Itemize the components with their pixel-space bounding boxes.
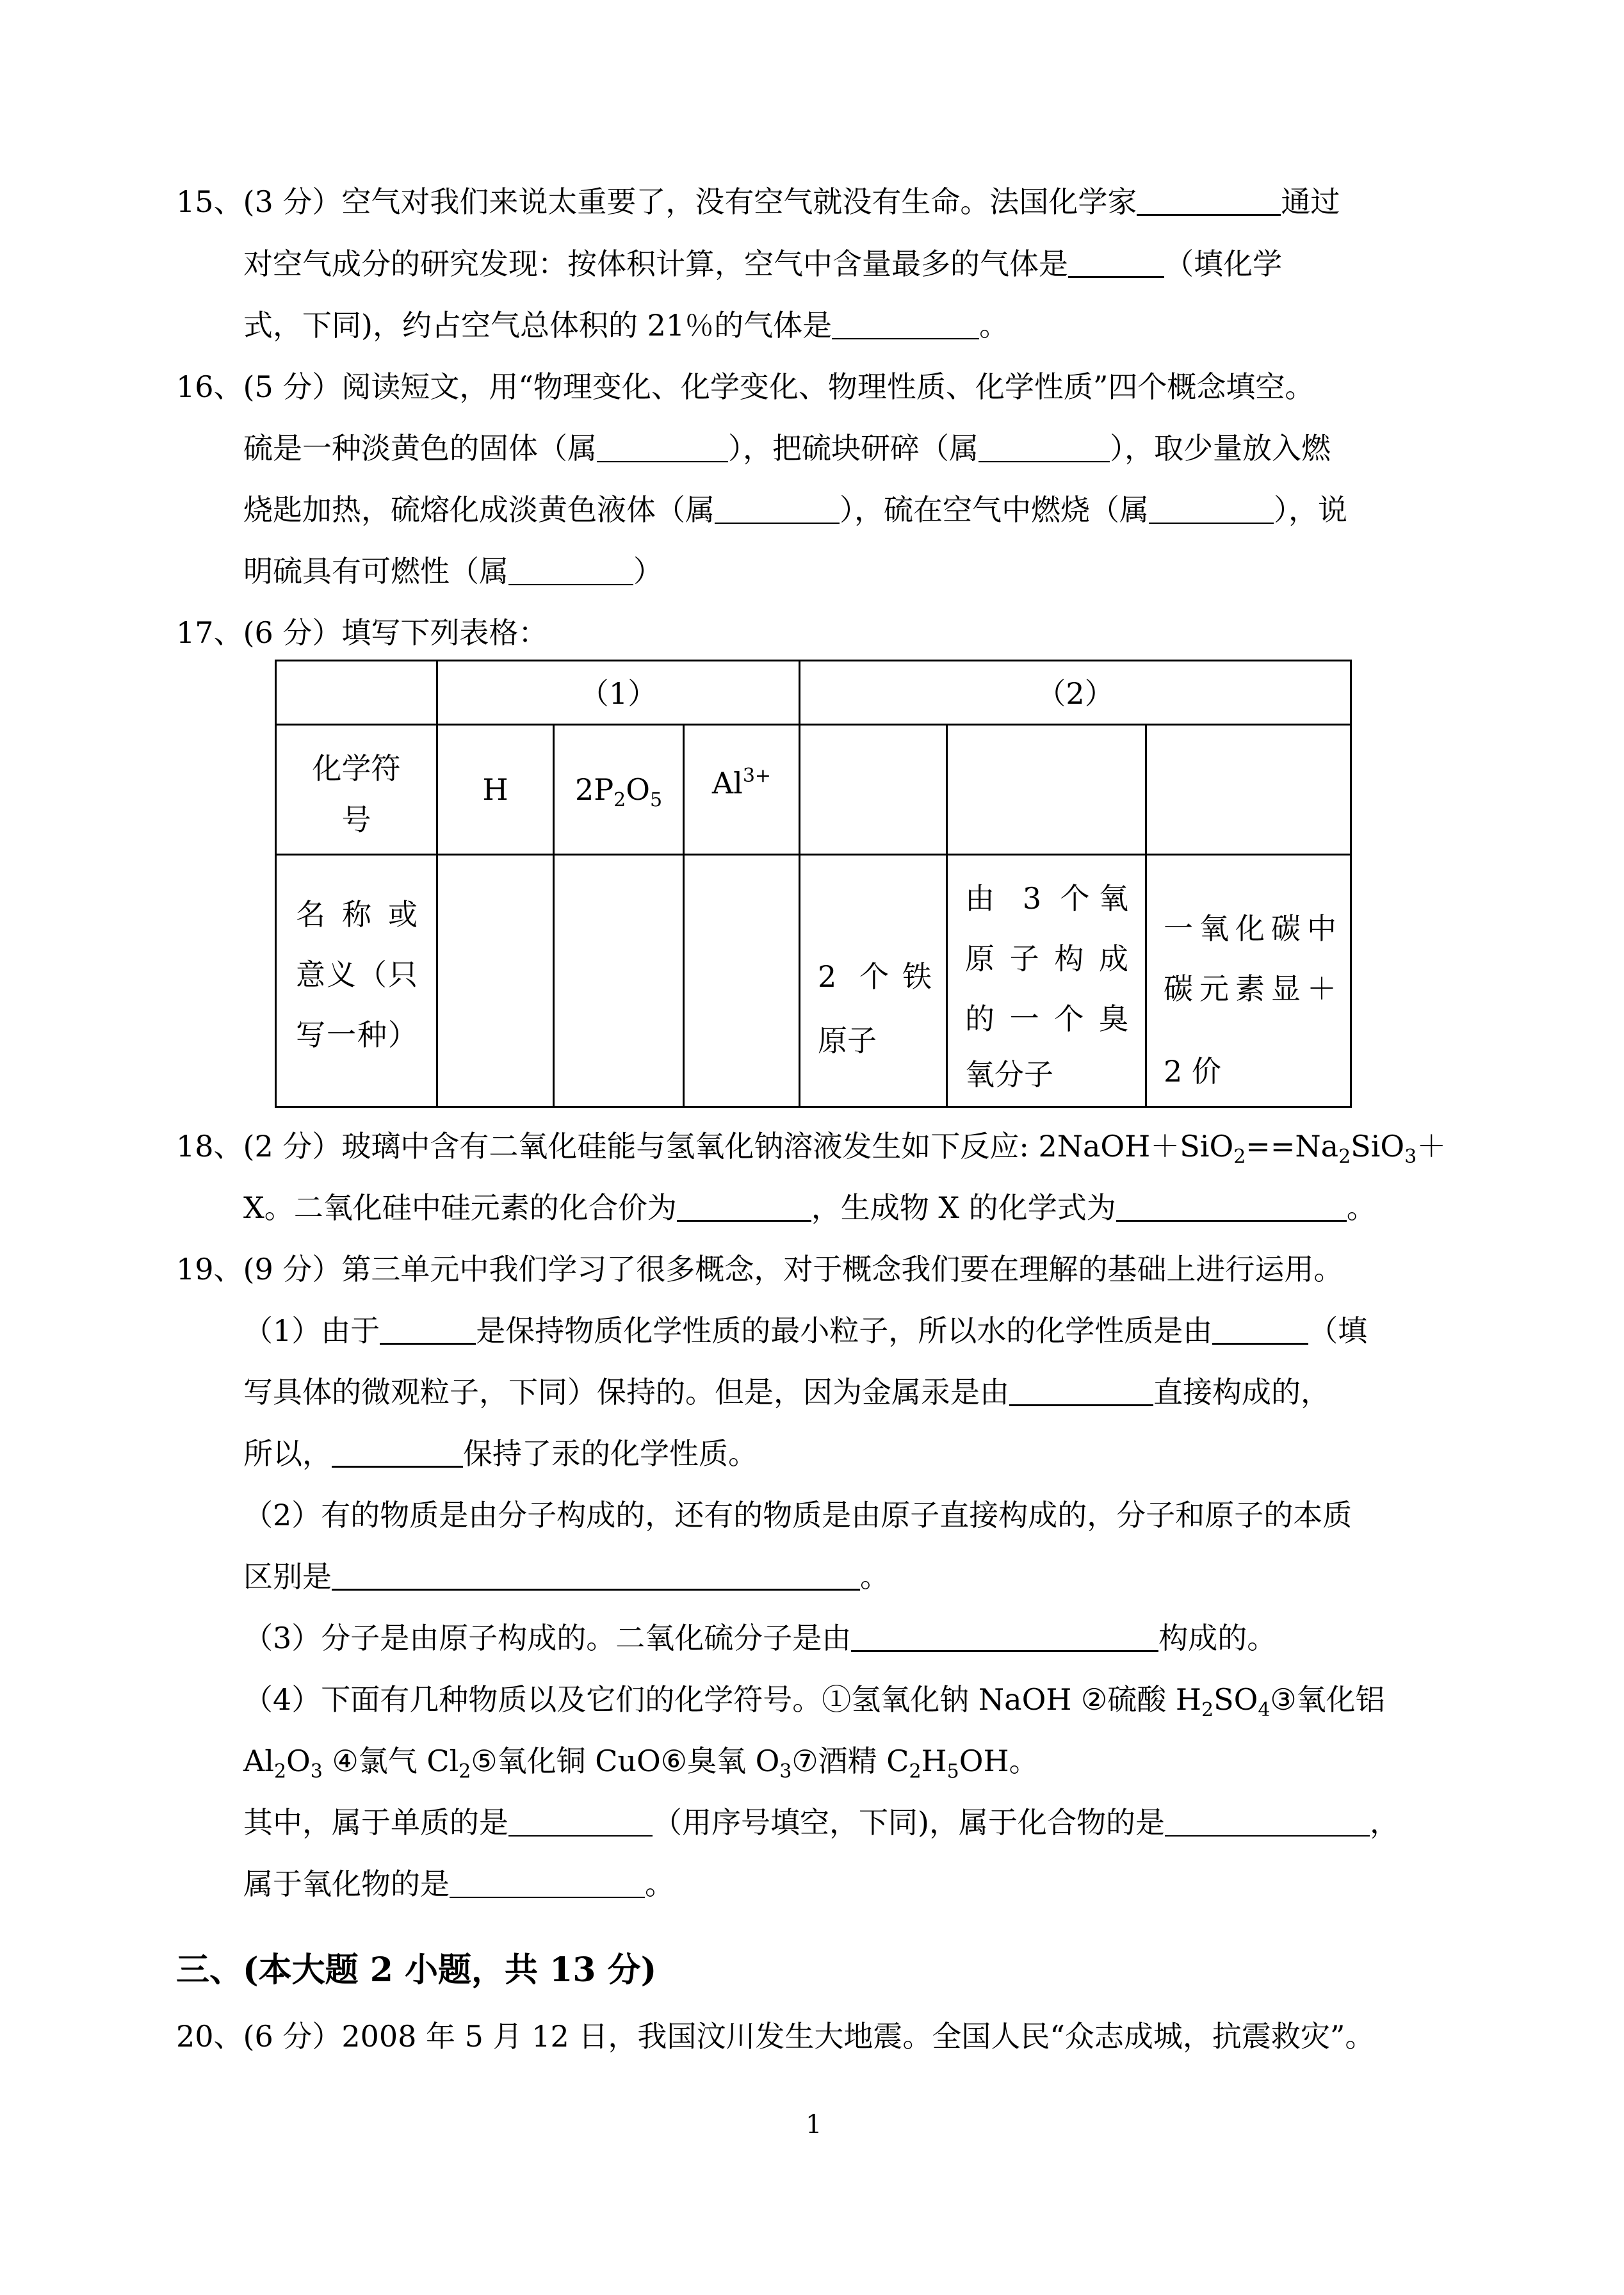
q19-blank-4[interactable] (332, 1438, 463, 1468)
q19-line8: （4）下面有几种物质以及它们的化学符号。①氢氧化钠 NaOH ②硫酸 $H_2SO_4③$氧化铝 (243, 1682, 1385, 1721)
q17-meaning-fe: 2 个铁 (818, 959, 932, 994)
q17-answer-meaning-h[interactable] (438, 856, 553, 1106)
q17-meaning-co-c: 2 价 (1164, 1054, 1221, 1089)
q16-line2: 硫是一种淡黄色的固体（属 ），把硫块研碎（属 ），取少量放入燃 (243, 431, 1331, 466)
q19-line3: 写具体的微观粒子，下同）保持的。但是，因为金属汞是由 直接构成的， (243, 1375, 1330, 1409)
q17-answer-meaning-al[interactable] (685, 856, 799, 1106)
q15-blank-21-gas[interactable] (832, 310, 979, 339)
q19-line1: 19、(9 分）第三单元中我们学习了很多概念，对于概念我们要在理解的基础上进行运用。 (176, 1252, 1344, 1286)
q17-row2-header: 名称或 意义（只 写一种） (296, 897, 418, 1052)
q16-blank-3[interactable] (715, 494, 840, 524)
q19-blank-1[interactable] (380, 1315, 476, 1345)
q15-line1: 15、(3 分）空气对我们来说太重要了，没有空气就没有生命。法国化学家 通过 (176, 184, 1340, 219)
q17-symbol-h: H (482, 772, 508, 807)
q17-row1-header: 化学符 号 (312, 751, 401, 837)
q16-blank-5[interactable] (508, 556, 633, 585)
q19-blank-element[interactable] (508, 1807, 653, 1837)
q17-answer-symbol-fe[interactable] (800, 727, 946, 854)
q19-line9: $Al_2O_3$ ④氯气 $Cl_2⑤$氧化铜 CuO⑥臭氧 $O_3⑦$酒精 $C_2H_5OH$。 (243, 1744, 1039, 1783)
q19-blank-compound[interactable] (1165, 1807, 1370, 1837)
q17-answer-symbol-o3[interactable] (948, 727, 1145, 854)
q17-symbol-2p2o5: $2P_2O_5$ (574, 772, 663, 811)
q19-line5: （2）有的物质是由分子构成的，还有的物质是由原子直接构成的，分子和原子的本质 (243, 1498, 1352, 1532)
q17-title: 17、(6 分）填写下列表格： (176, 615, 548, 650)
q17-group1-header: （1） (579, 676, 658, 711)
q18-blank-valence[interactable] (677, 1192, 811, 1222)
q15-blank-most-gas[interactable] (1068, 248, 1164, 278)
q16-blank-1[interactable] (597, 433, 728, 462)
q19-line7: （3）分子是由原子构成的。二氧化硫分子是由 构成的。 (243, 1621, 1277, 1655)
q19-blank-oxide[interactable] (450, 1869, 645, 1898)
q17-meaning-fe-b: 原子 (818, 1023, 877, 1058)
q19-line6: 区别是 。 (243, 1559, 889, 1594)
q19-blank-5[interactable] (332, 1561, 860, 1591)
q18-blank-formula[interactable] (1116, 1192, 1347, 1222)
q15-blank-chemist[interactable] (1137, 186, 1281, 216)
q17-meaning-o3-d: 氧分子 (965, 1057, 1053, 1092)
q20-line1: 20、(6 分）2008 年 5 月 12 日，我国汶川发生大地震。全国人民“众志成城，抗震救灾”。 (176, 2019, 1375, 2054)
q16-blank-4[interactable] (1149, 494, 1274, 524)
q17-meaning-co: 一氧化碳中 碳元素显＋ (1164, 911, 1336, 1006)
page-number: 1 (806, 2110, 822, 2139)
q19-blank-3[interactable] (1009, 1376, 1153, 1406)
q17-symbol-al3plus: $Al^{3+}$ (711, 765, 772, 800)
q16-line1: 16、(5 分）阅读短文，用“物理变化、化学变化、物理性质、化学性质”四个概念填空。 (176, 369, 1315, 404)
q17-group2-header: （2） (1036, 676, 1114, 711)
q16-blank-2[interactable] (978, 433, 1110, 462)
q15-line2: 对空气成分的研究发现：按体积计算，空气中含量最多的气体是 （填化学 (243, 247, 1282, 281)
q19-line4: 所以， 保持了汞的化学性质。 (243, 1436, 758, 1471)
q16-line4: 明硫具有可燃性（属 ） (243, 554, 663, 588)
q19-blank-2[interactable] (1212, 1315, 1308, 1345)
q17-answer-meaning-2p2o5[interactable] (555, 856, 683, 1106)
q17-table (275, 660, 1352, 1108)
q16-line3: 烧匙加热，硫熔化成淡黄色液体（属 ），硫在空气中燃烧（属 ），说 (243, 492, 1347, 527)
q17-meaning-o3: 由 3 个氧 原子构成 的一个臭 (965, 881, 1128, 1036)
q18-line2: X。二氧化硅中硅元素的化合价为 ，生成物 X 的化学式为 。 (243, 1190, 1376, 1225)
section-3-heading: 三、(本大题 2 小题，共 13 分) (176, 1950, 657, 1990)
q19-line10: 其中，属于单质的是 （用序号填空，下同)，属于化合物的是 ， (243, 1805, 1399, 1840)
q19-line2: （1）由于 是保持物质化学性质的最小粒子，所以水的化学性质是由 （填 (243, 1313, 1368, 1348)
q19-line11: 属于氧化物的是 。 (243, 1867, 674, 1901)
q18-line1: 18、(2 分）玻璃中含有二氧化硅能与氢氧化钠溶液发生如下反应: $2NaOH+SiO_2==Na_2SiO_3+$ (176, 1129, 1447, 1168)
q15-line3: 式，下同)，约占空气总体积的 21％的气体是 。 (243, 308, 1009, 343)
q19-blank-6[interactable] (851, 1622, 1158, 1652)
q17-answer-symbol-co[interactable] (1147, 727, 1350, 854)
